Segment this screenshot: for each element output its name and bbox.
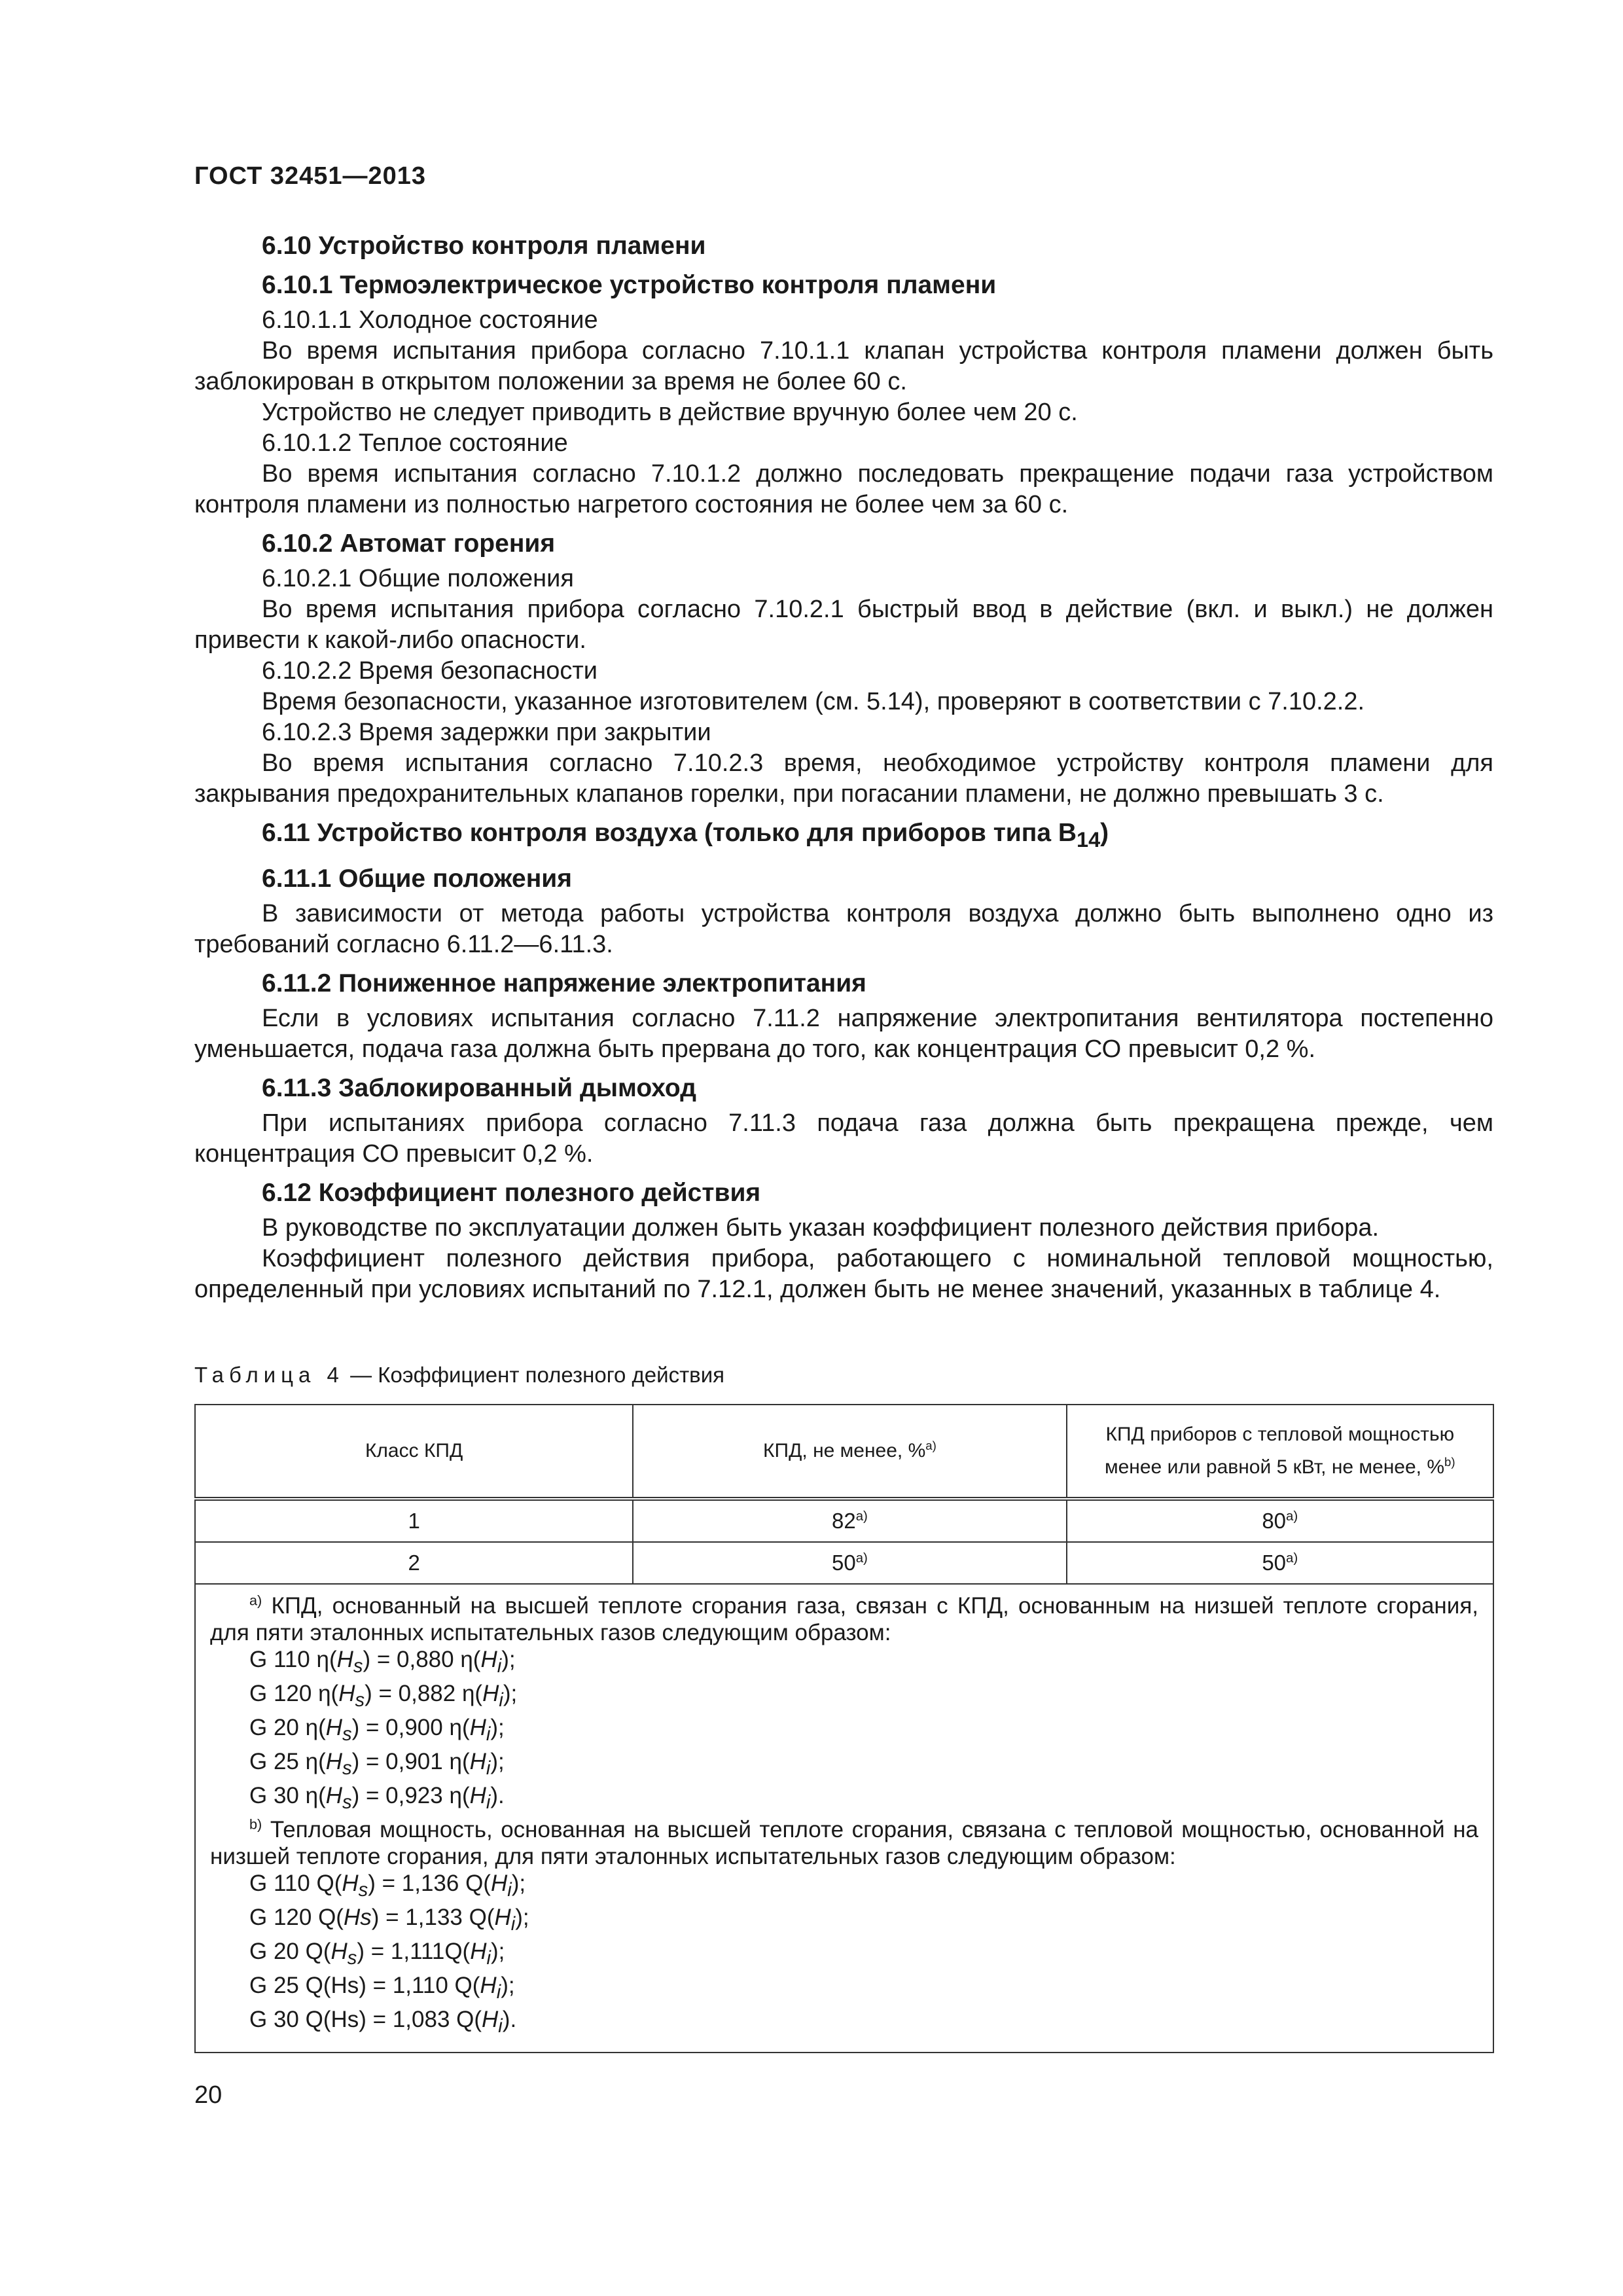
subsection-title: 6.10.1.2 Теплое состояние: [262, 429, 568, 457]
line-end: ;: [510, 1681, 518, 1706]
table-row: [195, 1542, 1493, 1584]
line-end: ;: [498, 1749, 505, 1774]
document-header: ГОСТ 32451—2013: [194, 162, 427, 190]
section-heading-6-10-2: 6.10.2 Автомат горения: [262, 529, 556, 558]
section-heading-6-12: 6.12 Коэффициент полезного действия: [262, 1178, 761, 1207]
paragraph: Если в условиях испытания согласно 7.11.2 напряжение электропитания вентилятора постепенно уменьшается, подача газа должна быть прервана до того, как концентрация СО превысит 0,2 %.: [194, 1004, 1493, 1063]
coefficient: = 1,136: [382, 1871, 459, 1896]
table-notes: [195, 1584, 1493, 2053]
paragraph: В руководстве по эксплуатации должен быть указан коэффициент полезного действия прибора.: [262, 1213, 1380, 1242]
coefficient: 0,880: [397, 1647, 454, 1672]
table-header-row: [195, 1405, 1493, 1499]
gas-name: G 20: [249, 1715, 299, 1740]
column-header-label: КПД приборов с тепловой мощностью: [1105, 1424, 1455, 1445]
note-a: [210, 1592, 1478, 1646]
section-heading-6-11-3: 6.11.3 Заблокированный дымоход: [262, 1073, 696, 1102]
line-end: ;: [498, 1715, 505, 1740]
column-header-label: менее или равной 5 кВт, не менее, %: [1105, 1456, 1445, 1478]
formula-line: G 20 $\eta(H_s) = 0,900$ $\eta(H_i)$;: [249, 1715, 505, 1745]
table-cell: [633, 1542, 1066, 1584]
gas-name: G 110: [249, 1871, 310, 1896]
coefficient: 0,923: [385, 1783, 443, 1808]
column-header-kpd-5kw: [1067, 1405, 1493, 1499]
page-number: 20: [194, 2081, 223, 2109]
gas-name: G 120: [249, 1905, 312, 1930]
paragraph: Во время испытания согласно 7.10.1.2 должно последовать прекращение подачи газа устройством контроля пламени из полностью нагретого состояния не более чем за 60 с.: [194, 460, 1493, 518]
table-cell: [1067, 1499, 1493, 1542]
footnote-marker: b): [249, 1816, 262, 1833]
coefficient: 0,901: [385, 1749, 443, 1774]
gas-name: G 110: [249, 1647, 310, 1672]
cell-value: 82: [831, 1509, 856, 1533]
subsection-title: 6.10.2.3 Время задержки при закрытии: [262, 719, 711, 746]
table-row: [195, 1499, 1493, 1542]
paragraph: Во время испытания прибора согласно 7.10.2.1 быстрый ввод в действие (вкл. и выкл.) не должен привести к какой-либо опасности.: [194, 596, 1493, 654]
section-heading-6-11-1: 6.11.1 Общие положения: [262, 864, 573, 893]
formula-line: G 30 $\eta(H_s) = 0,923$ $\eta(H_i)$.: [249, 1783, 505, 1813]
table-caption: [194, 1363, 724, 1388]
heading-text: 6.11 Устройство контроля воздуха (только для приборов типа B: [262, 819, 1077, 847]
gas-name: G 30: [249, 2007, 299, 2032]
table-cell: 1: [195, 1499, 633, 1542]
formula-line: G 110 $Q(H_s) = 1,136$ $Q(H_i)$;: [249, 1871, 526, 1901]
paragraph: В зависимости от метода работы устройства контроля воздуха должно быть выполнено одно из требований согласно 6.11.2—6.11.3.: [194, 899, 1493, 958]
formula-line: G 120 Q(Hs) = 1,133 $Q(H_i)$;: [249, 1905, 529, 1935]
section-heading-6-11: [194, 817, 1493, 855]
paragraph: Во время испытания прибора согласно 7.10.1.1 клапан устройства контроля пламени должен быть заблокирован в открытом положении за время не более 60 с.: [194, 337, 1493, 395]
footnote-ref: a): [1286, 1509, 1298, 1524]
gas-name: G 30: [249, 1783, 299, 1808]
table-caption-label: Таблица 4: [194, 1363, 344, 1387]
footnote-ref: a): [855, 1551, 868, 1566]
cell-value: 80: [1262, 1509, 1287, 1533]
section-heading-6-11-2: 6.11.2 Пониженное напряжение электропитания: [262, 969, 866, 997]
footnote-ref: a): [855, 1509, 868, 1524]
coefficient: = 1,111: [370, 1939, 445, 1964]
line-end: ;: [498, 1939, 505, 1964]
heading-subscript: 14: [1077, 827, 1101, 852]
line-end: .: [498, 1783, 505, 1808]
note-text: КПД, основанный на высшей теплоте сгорания газа, связан с КПД, основанным на низшей теплоте сгорания, для пяти эталонных испытательных газов следующим образом:: [210, 1593, 1478, 1645]
formula-line: G 110 $\eta(H_s) = 0,880$ $\eta(H_i)$;: [249, 1647, 516, 1677]
column-header-label: КПД, не менее, %: [763, 1440, 926, 1462]
note-b: [210, 1816, 1478, 1870]
subsection-title: 6.10.2.1 Общие положения: [262, 565, 574, 592]
note-text: Тепловая мощность, основанная на высшей теплоте сгорания, связана с тепловой мощностью, основанной на низшей теплоте сгорания, для пяти эталонных испытательных газов следующим образом:: [210, 1817, 1478, 1869]
formula-line: G 120 $\eta(H_s) = 0,882$ $\eta(H_i)$;: [249, 1681, 518, 1711]
coefficient: 0,882: [398, 1681, 456, 1706]
paragraph: Коэффициент полезного действия прибора, работающего с номинальной тепловой мощностью, определенный при условиях испытаний по 7.12.1, должен быть не менее значений, указанных в таблице 4.: [194, 1244, 1493, 1303]
line-end: ;: [508, 1647, 516, 1672]
column-header-kpd: [633, 1405, 1066, 1499]
cell-value: 50: [1262, 1551, 1287, 1575]
paragraph: Время безопасности, указанное изготовителем (см. 5.14), проверяют в соответствии с 7.10.2.2.: [262, 688, 1365, 715]
formula-line: G 30 Q(Hs) = 1,083 $Q(H_i)$.: [249, 2007, 517, 2037]
gas-name: G 20: [249, 1939, 299, 1964]
footnote-ref: a): [925, 1439, 936, 1452]
section-heading-6-10: 6.10 Устройство контроля пламени: [262, 232, 706, 260]
column-header-label: Класс КПД: [365, 1440, 463, 1462]
gas-name: G 25: [249, 1749, 299, 1774]
footnote-ref: b): [1444, 1455, 1455, 1469]
footnote-marker: a): [249, 1592, 262, 1609]
coefficient: = 1,083: [372, 2007, 450, 2032]
paragraph: При испытаниях прибора согласно 7.11.3 подача газа должна быть прекращена прежде, чем концентрация СО превысит 0,2 %.: [194, 1109, 1493, 1168]
subsection-title: 6.10.2.2 Время безопасности: [262, 657, 597, 685]
line-end: ;: [522, 1905, 529, 1930]
table-cell: [633, 1499, 1066, 1542]
table-notes-row: [195, 1584, 1493, 2053]
subsection-title: 6.10.1.1 Холодное состояние: [262, 306, 598, 334]
line-end: ;: [519, 1871, 526, 1896]
gas-name: G 120: [249, 1681, 312, 1706]
column-header-class: [195, 1405, 633, 1499]
footnote-ref: a): [1286, 1551, 1298, 1566]
efficiency-table: [194, 1404, 1494, 2053]
paragraph: Устройство не следует приводить в действие вручную более чем 20 с.: [262, 399, 1078, 426]
heading-text-end: ): [1100, 819, 1109, 847]
paragraph: Во время испытания согласно 7.10.2.3 время, необходимое устройству контроля пламени для закрывания предохранительных клапанов горелки, при погасании пламени, не должно превышать 3 с.: [194, 749, 1493, 808]
table-cell: 2: [195, 1542, 633, 1584]
main-content: [194, 230, 1493, 1305]
table-cell: [1067, 1542, 1493, 1584]
section-heading-6-10-1: 6.10.1 Термоэлектрическое устройство контроля пламени: [262, 271, 997, 299]
coefficient: 0,900: [385, 1715, 443, 1740]
formula-line: G 25 Q(Hs) = 1,110 $Q(H_i)$;: [249, 1973, 515, 2003]
coefficient: = 1,110: [372, 1973, 448, 1998]
table-caption-text: — Коэффициент полезного действия: [344, 1363, 725, 1387]
formula-line: G 20 $Q(H_s) = 1,111Q(H_i)$;: [249, 1939, 505, 1969]
cell-value: 50: [831, 1551, 856, 1575]
line-end: ;: [508, 1973, 515, 1998]
line-end: .: [510, 2007, 517, 2032]
coefficient: = 1,133: [385, 1905, 463, 1930]
gas-name: G 25: [249, 1973, 299, 1998]
formula-line: G 25 $\eta(H_s) = 0,901$ $\eta(H_i)$;: [249, 1749, 505, 1779]
